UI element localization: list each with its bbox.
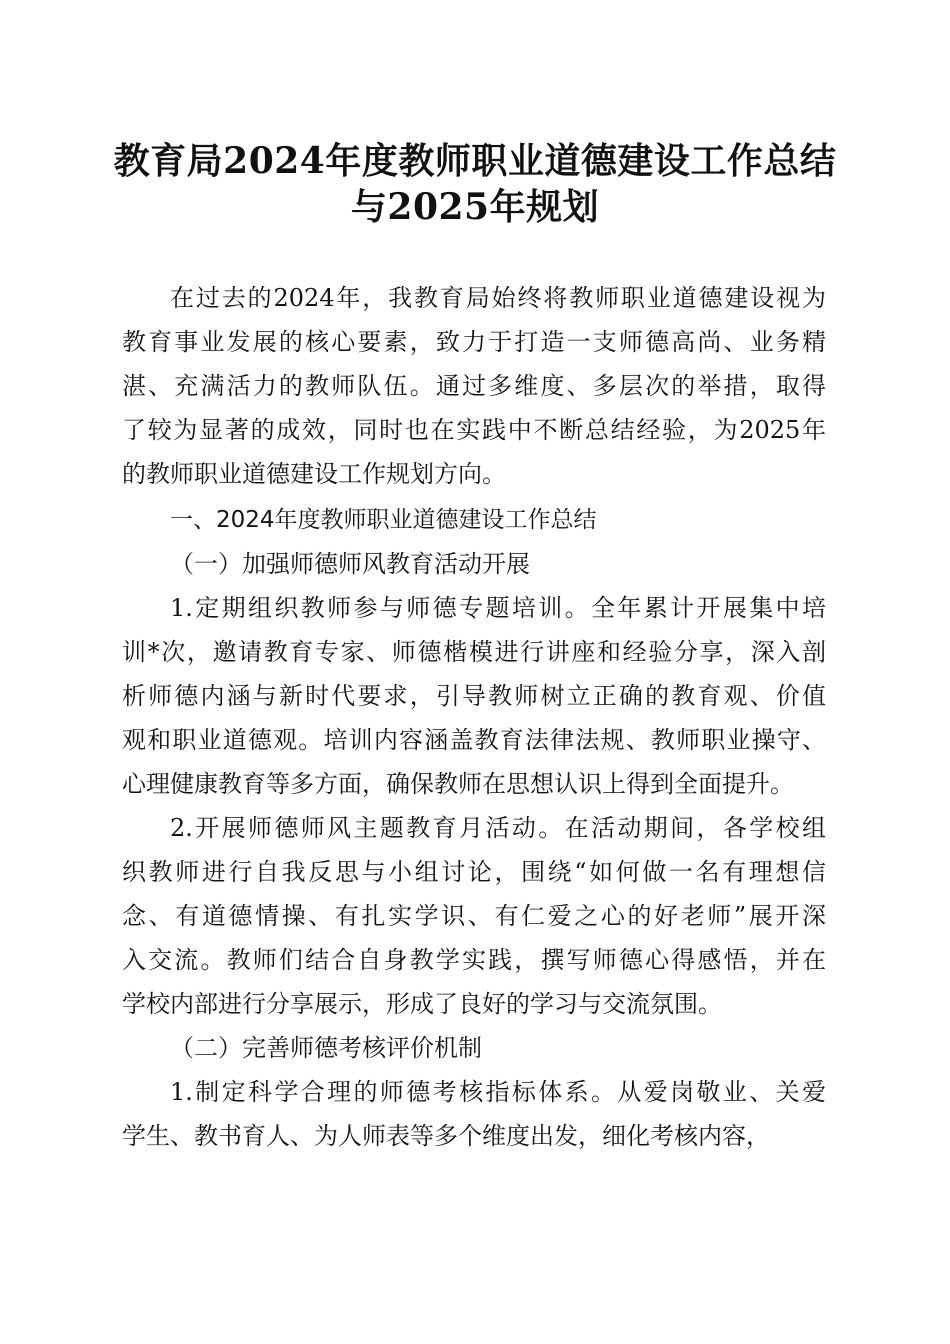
- intro-paragraph-line-1: 在过去的2024年，我教育局始终将教师职业道德建设视为: [170, 284, 826, 312]
- item-2-line-1: 2.开展师德师风主题教育月活动。在活动期间，各学校组: [170, 814, 826, 842]
- subsection-heading-1: （一）加强师德师风教育活动开展: [170, 550, 530, 578]
- document-title-line-2: 与2025年规划: [350, 186, 600, 228]
- item-2-line-4: 入交流。教师们结合自身教学实践，撰写师德心得感悟，并在: [122, 946, 826, 974]
- intro-paragraph-line-2: 教育事业发展的核心要素，致力于打造一支师德高尚、业务精: [122, 328, 826, 356]
- document-title-line-1: 教育局2024年度教师职业道德建设工作总结: [113, 140, 837, 182]
- item-3-line-2: 学生、教书育人、为人师表等多个维度出发，细化考核内容，: [122, 1122, 770, 1150]
- section-heading-1: 一、2024年度教师职业道德建设工作总结: [170, 507, 597, 533]
- item-2-line-3: 念、有道德情操、有扎实学识、有仁爱之心的好老师”展开深: [122, 902, 826, 930]
- item-2-line-5: 学校内部进行分享展示，形成了良好的学习与交流氛围。: [122, 990, 722, 1018]
- item-1-line-2: 训*次，邀请教育专家、师德楷模进行讲座和经验分享，深入剖: [122, 638, 826, 666]
- item-1-line-3: 析师德内涵与新时代要求，引导教师树立正确的教育观、价值: [122, 682, 826, 710]
- intro-paragraph-line-5: 的教师职业道德建设工作规划方向。: [122, 460, 506, 488]
- intro-paragraph-line-3: 湛、充满活力的教师队伍。通过多维度、多层次的举措，取得: [122, 372, 826, 400]
- intro-paragraph-line-4: 了较为显著的成效，同时也在实践中不断总结经验，为2025年: [122, 416, 826, 444]
- item-2-line-2: 织教师进行自我反思与小组讨论，围绕“如何做一名有理想信: [122, 858, 826, 886]
- item-1-line-5: 心理健康教育等多方面，确保教师在思想认识上得到全面提升。: [122, 770, 794, 798]
- item-1-line-4: 观和职业道德观。培训内容涵盖教育法律法规、教师职业操守、: [122, 726, 826, 754]
- item-1-line-1: 1.定期组织教师参与师德专题培训。全年累计开展集中培: [170, 594, 826, 622]
- subsection-heading-2: （二）完善师德考核评价机制: [170, 1034, 482, 1062]
- item-3-line-1: 1.制定科学合理的师德考核指标体系。从爱岗敬业、关爱: [170, 1078, 826, 1106]
